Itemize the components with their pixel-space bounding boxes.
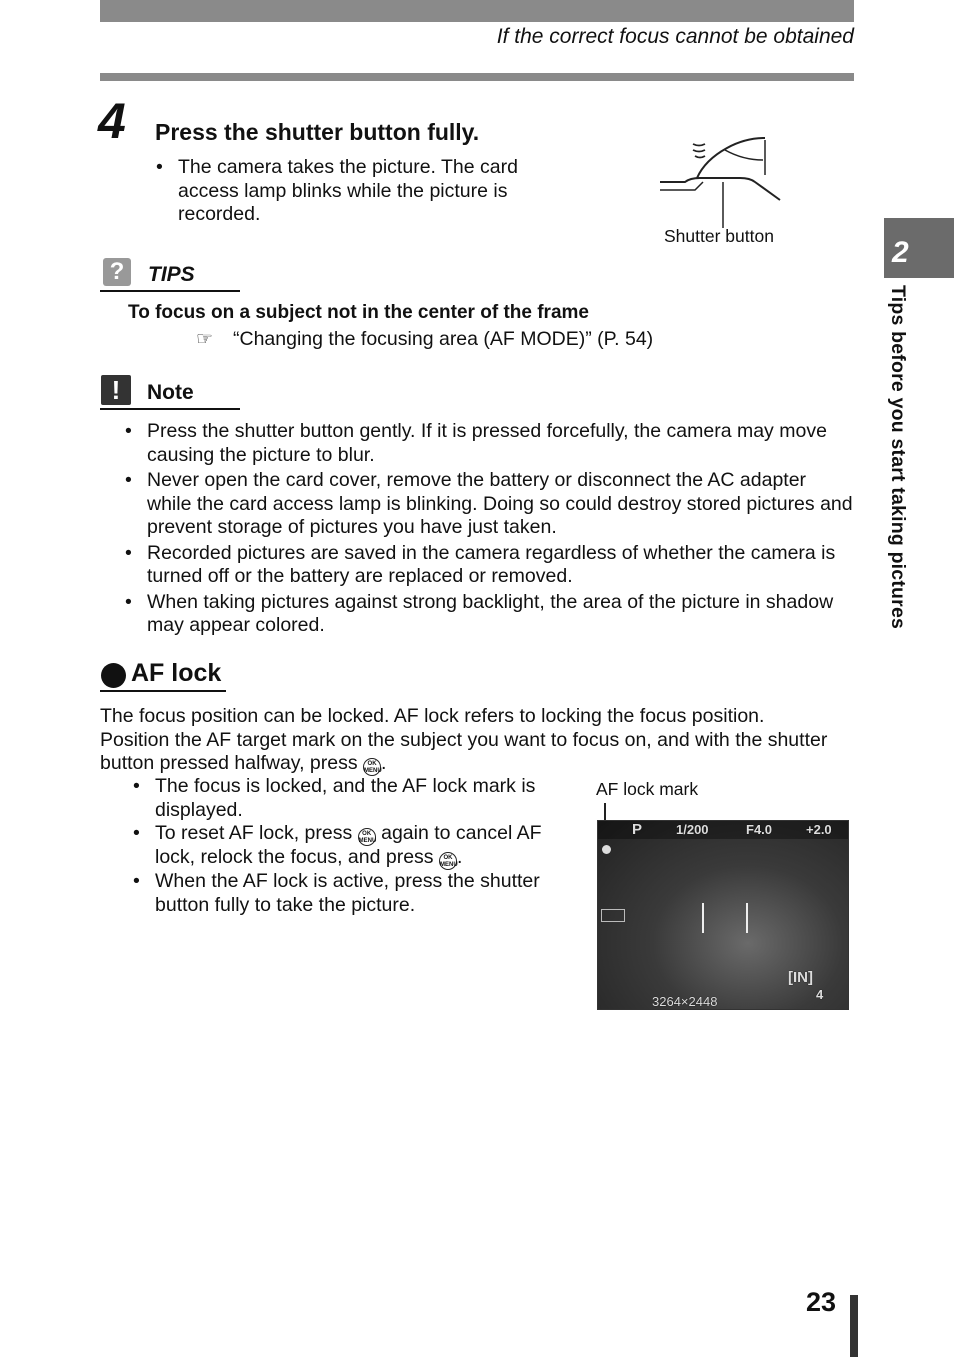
af-lock-bullet: • The focus is locked, and the AF lock mark is displayed. xyxy=(155,775,550,822)
ok-menu-button-icon: OK MENU xyxy=(363,758,381,776)
tips-subheading: To focus on a subject not in the center of the frame xyxy=(128,302,589,323)
battery-icon xyxy=(601,909,625,922)
lcd-exposure-comp: +2.0 xyxy=(806,822,832,837)
note-rule xyxy=(100,408,240,410)
af-lock-mark-icon xyxy=(602,845,611,854)
lcd-mode: P xyxy=(632,821,643,838)
af-lock-intro: The focus position can be locked. AF lock refers to locking the focus position. Position the AF target mark on the subject you want to focus on, and with the shutter button pressed halfway, press OK MENU. xyxy=(100,705,860,776)
header-bar-bottom xyxy=(100,73,854,81)
chapter-number: 2 xyxy=(892,236,909,269)
af-lock-intro-line2: Position the AF target mark on the subject you want to focus on, and with the shutter button pressed halfway, press xyxy=(100,728,828,774)
af-lock-bullet-2: • To reset AF lock, press OK MENU again to cancel AF lock, relock the focus, and press OK MENU. xyxy=(155,822,550,870)
af-lock-intro-line1: The focus position can be locked. AF lock refers to locking the focus position. xyxy=(100,705,765,727)
af-lock-bullet-text: again to cancel AF lock, relock the focus, and press xyxy=(155,822,542,868)
section-bullet-icon xyxy=(101,663,126,688)
running-head: If the correct focus cannot be obtained xyxy=(496,25,854,48)
chapter-tab xyxy=(884,218,954,278)
note-bullets xyxy=(147,420,855,638)
tips-reference: “Changing the focusing area (AF MODE)” (P. 54) xyxy=(233,328,654,350)
step-number: 4 xyxy=(98,93,126,149)
tips-rule xyxy=(100,290,240,292)
af-lock-bullets xyxy=(155,775,550,917)
header-bar-top xyxy=(100,0,854,22)
lcd-shutter-speed: 1/200 xyxy=(676,822,709,837)
shutter-button-label: Shutter button xyxy=(664,226,774,246)
ok-menu-button-icon: OK MENU xyxy=(439,852,457,870)
af-lock-heading: AF lock xyxy=(131,659,222,687)
af-lock-rule xyxy=(100,690,226,692)
lcd-memory: [IN] xyxy=(788,969,813,986)
lcd-shot-count: 4 xyxy=(816,987,824,1002)
af-target-mark xyxy=(702,903,748,933)
step-title: Press the shutter button fully. xyxy=(155,119,480,145)
lcd-aperture: F4.0 xyxy=(746,822,773,837)
step-bullet: • The camera takes the picture. The card access lamp blinks while the picture is recorded. xyxy=(178,156,548,227)
step-bullets xyxy=(178,156,548,227)
note-bullet: • Never open the card cover, remove the battery or disconnect the AC adapter while the card access lamp is blinking. Doing so could destroy stored pictures and prevent storage of pictures you have just taken. xyxy=(147,469,855,540)
shutter-button-illustration xyxy=(655,130,790,230)
exclamation-icon: ! xyxy=(101,375,131,405)
camera-lcd-screen xyxy=(597,820,849,1010)
af-lock-bullet: • When the AF lock is active, press the shutter button fully to take the picture. xyxy=(155,870,550,917)
reference-icon: ☞ xyxy=(196,329,214,350)
question-icon: ? xyxy=(103,258,131,286)
af-lock-mark-label: AF lock mark xyxy=(596,779,699,799)
note-bullet: • When taking pictures against strong backlight, the area of the picture in shadow may appear colored. xyxy=(147,591,855,638)
lcd-image-size: 3264×2448 xyxy=(652,994,718,1009)
tips-heading: TIPS xyxy=(148,263,195,286)
note-bullet: • Recorded pictures are saved in the camera regardless of whether the camera is turned off or the battery are replaced or removed. xyxy=(147,542,855,589)
note-heading: Note xyxy=(147,381,194,404)
ok-menu-button-icon: OK MENU xyxy=(358,828,376,846)
chapter-title: Tips before you start taking pictures xyxy=(887,285,909,630)
note-bullet: • Press the shutter button gently. If it is pressed forcefully, the camera may move causing the picture to blur. xyxy=(147,420,855,467)
page-number: 23 xyxy=(806,1287,837,1317)
page-number-bar xyxy=(850,1295,858,1357)
af-lock-bullet-text: To reset AF lock, press xyxy=(155,822,353,844)
